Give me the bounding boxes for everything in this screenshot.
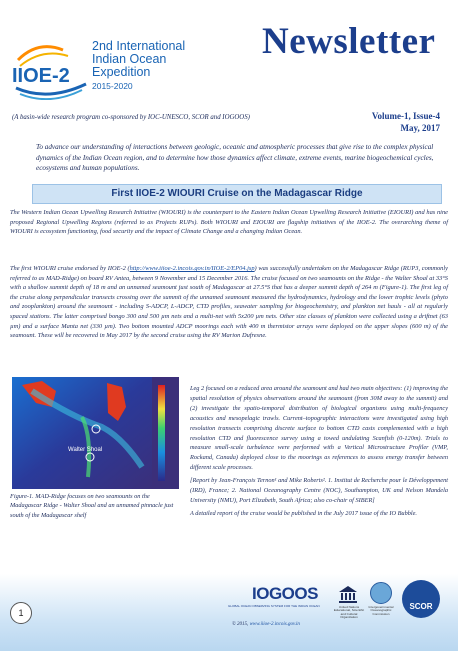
article-title: First IIOE-2 WIOURI Cruise on the Madagascar Ridge xyxy=(32,184,442,204)
issue-date: May, 2017 xyxy=(400,123,440,133)
volume-issue: Volume-1, Issue-4 xyxy=(371,111,440,121)
iogoos-subtitle: GLOBAL OCEAN OBSERVING SYSTEM FOR THE INDIAN OCEAN xyxy=(228,604,320,608)
program-title-line1: 2nd International xyxy=(92,39,186,53)
issue-info xyxy=(372,110,440,134)
cruise-link[interactable]: http://www.iiioe-2.incois.gov.in/IIOE-2/EP04.jsp xyxy=(129,265,255,272)
article-paragraph-2 xyxy=(10,264,448,341)
scor-logo: SCOR xyxy=(402,580,440,618)
para2-text-after: ) was successfully undertaken on the Madagascar Ridge (RUP3, commonly referred to as MAD-Ridge) on board RV Antea, between 9 November and 15 December 2016. The cruise focused on two seamounts on the Ridge - the Walter Shoal at 33°S with a shallow summit depth of 18 m and an unnamed seamount just south of Madagascar at 27.5°S that has a deeper summit depth of 264 m (Figure-1). The first leg of the cruise along perpendicular transects crossing over the summit of the unnamed seamount measured the hydrodynamics, hydrology and the lower trophic levels (phyto and zooplankton) around the seamount - including S-ADCP, L-ADCP, CTD profiles, seawater sampling for biogeochemistry, and plankton net hauls - all at regularly spaced stations. The latter comprised bongo 300 and 500 µm nets and a multi-net with 5x200 µm nets. Other size classes of plankton were collected using a driftnet (63 µm) and a surface Manta net (330 µm). Two bottom mounted ADCP moorings each with 400 m thermistor arrays were deployed on the upper slopes (600 m) of the seamount. These will be recovered in May 2017 by the second cruise using the RV Marion Dufresne. xyxy=(10,265,448,340)
article-paragraph-1: The Western Indian Ocean Upwelling Research Initiative (WIOURI) is the counterpart to the Eastern Indian Ocean Upwelling Research Initiative (EIOURI) and has nine proposed Regional Upwelling Regions (referred to as Projects RUPs). Both WIOURI and EIOURI are flagship initiatives of the IIOE-2. The overarching theme of WIOURI is ecosystem functioning, food security and the impact of Climate Change and a changing Indian Ocean. xyxy=(10,209,448,236)
footer-link[interactable]: www.iiioe-2.incois.gov.in xyxy=(249,622,300,627)
detailed-report-note: A detailed report of the cruise would be published in the July 2017 issue of the IO Bubble. xyxy=(190,509,418,517)
page-number: 1 xyxy=(10,602,32,624)
iogoos-logo: IOGOOS xyxy=(252,584,318,603)
para2-text-before: The first WIOURI cruise endorsed by IIOE-2 ( xyxy=(10,265,130,272)
unesco-temple-icon xyxy=(338,584,358,604)
ioc-label: Intergovernmental Oceanographic Commission xyxy=(368,605,394,616)
tagline: (A basin-wide research program co-sponsored by IOC-UNESCO, SCOR and IOGOOS) xyxy=(12,114,250,121)
intro-statement: To advance our understanding of interactions between geologic, oceanic and atmospheric processes that give rise to the complex physical dynamics of the Indian Ocean region, and to determine how those dynamics affect climate, extreme events, marine biogeochemical cycles, ecosystems and human populations. xyxy=(36,143,434,172)
newsletter-title: Newsletter xyxy=(262,21,436,62)
logo-text: IIOE-2 xyxy=(12,65,70,87)
madagascar-ridge-map xyxy=(12,377,179,489)
program-title xyxy=(92,40,252,93)
depth-colorbar xyxy=(158,385,165,481)
walter-shoal-label: Walter Shoal xyxy=(68,447,103,453)
report-credits: [Report by Jean-François Ternon¹ and Mike Roberts². 1. Institut de Recherche pour le Développement (IRD), France; 2. National Oceanography Centre (NOC), Southampton, UK and Nelson Mandela University (NMU), Port Elizabeth, South Africa; also co-chair of SIBER] xyxy=(190,477,448,504)
iioe2-logo-icon xyxy=(8,40,98,100)
newsletter-header xyxy=(0,0,458,100)
article-right-column xyxy=(190,384,448,522)
leg2-paragraph: Leg 2 focused on a reduced area around the seamount and had two main objectives: (1) improving the spatial resolution of physics observations around the seamount (from 30M away to the summit) and (2) investigate the spatio-temporal distribution of biological organisms using multi-frequency acoustics and mesopelagic trawls. Current–topographic interactions were investigated using high resolution transects comprising discrete surface to bottom CTD casts complemented with a high resolution CTD and fluorescence survey using a towed undulating Scanfish (0-120m). Trials to measure small-scale turbulence were performed with a Vertical Microstructure Profiler (VMP, Rockand, Canada) deployed close to the moorings as references to assess energy transfer between different scale processes. xyxy=(190,385,448,472)
copyright-line xyxy=(232,622,300,627)
copyright-text: © 2015, xyxy=(232,622,250,627)
ioc-logo-icon xyxy=(370,582,392,604)
figure-caption: Figure-1. MAD-Ridge focuses on two seamounts on the Madagascar Ridge - Walter Shoal and an unnamed pinnacle just south of the Madagascar shelf xyxy=(10,493,174,519)
program-title-line2: Indian Ocean xyxy=(92,52,167,66)
program-title-line3: Expedition xyxy=(92,65,151,79)
program-years: 2015-2020 xyxy=(92,81,133,91)
unesco-label: United Nations Educational, Scientific and Cultural Organization xyxy=(333,605,365,620)
